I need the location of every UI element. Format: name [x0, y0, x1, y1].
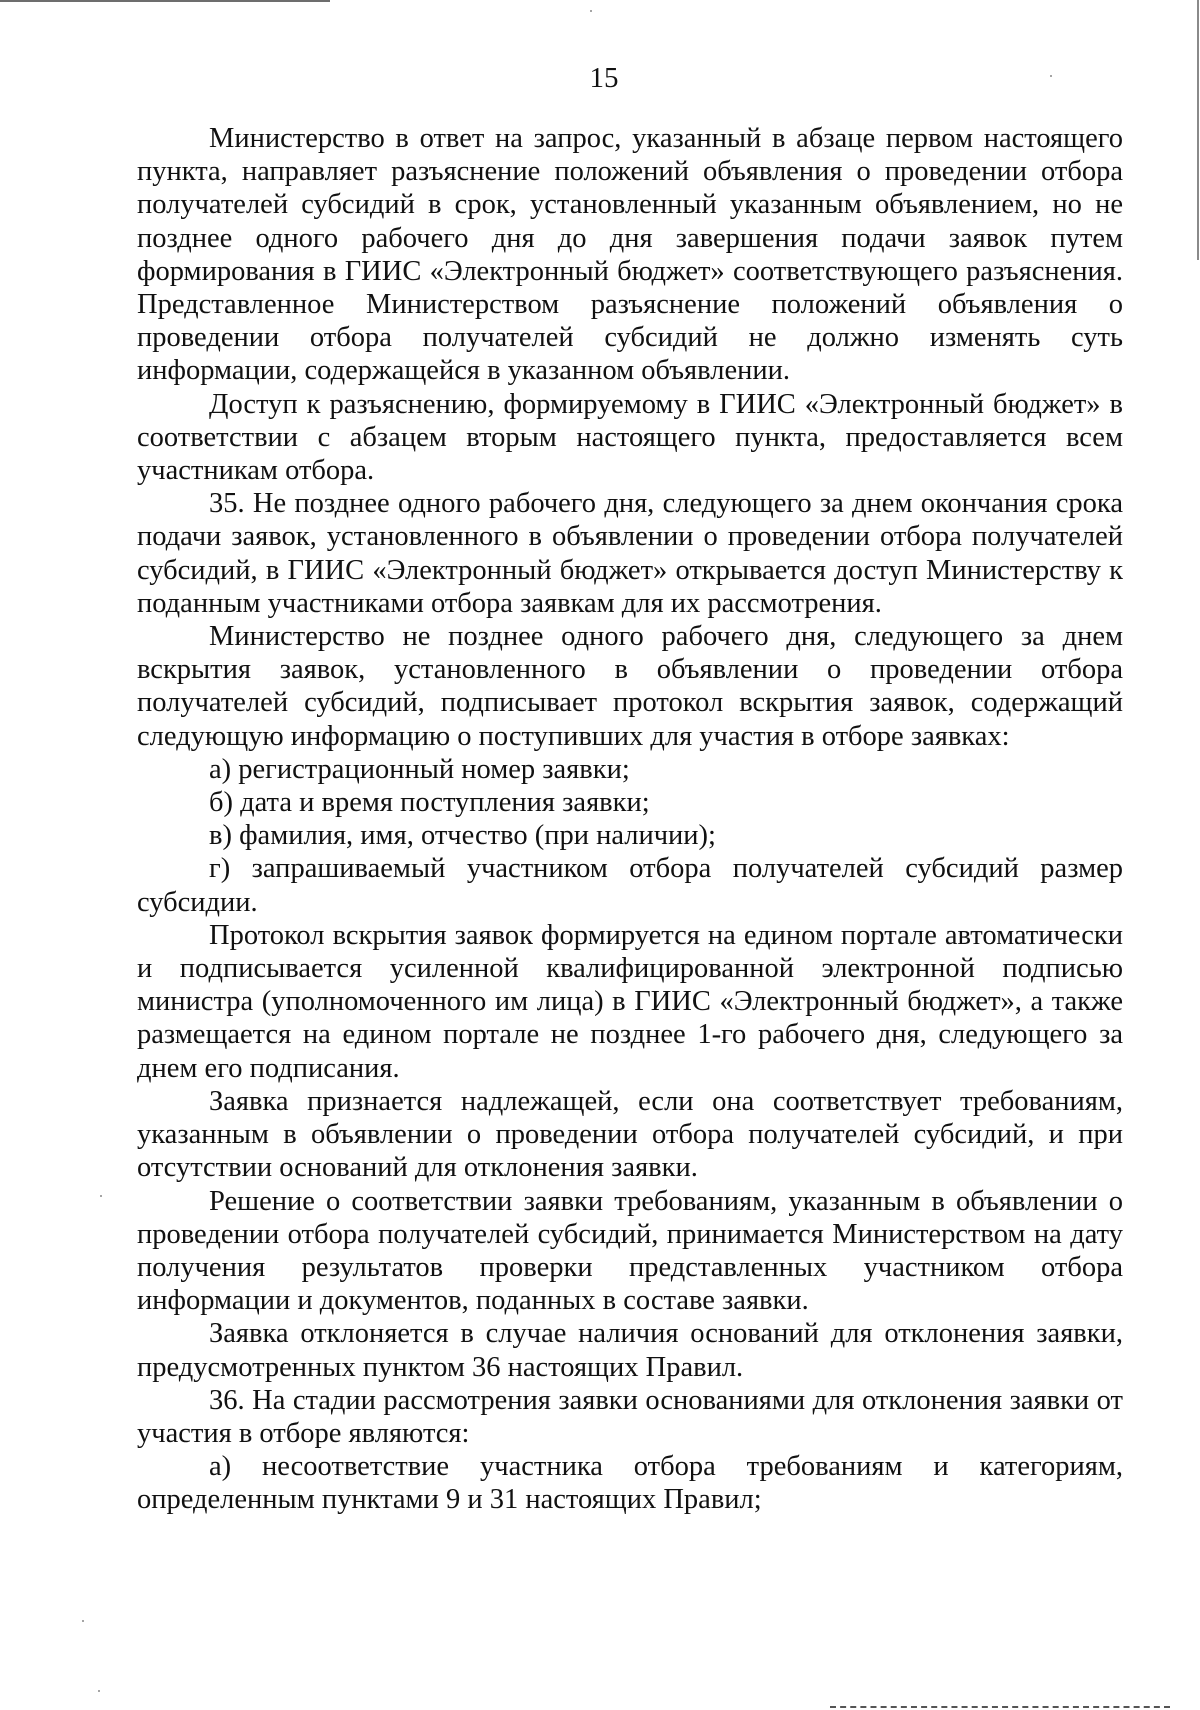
paragraph: 36. На стадии рассмотрения заявки основаниями для отклонения заявки от участия в отборе являются: — [137, 1384, 1123, 1449]
paragraph: Заявка признается надлежащей, если она соответствует требованиям, указанным в объявлении о проведении отбора получателей субсидий, и при отсутствии оснований для отклонения заявки. — [137, 1085, 1123, 1184]
scan-speck — [100, 1195, 102, 1197]
list-item: в) фамилия, имя, отчество (при наличии); — [209, 820, 716, 852]
scan-edge-top — [0, 0, 330, 2]
list-item: б) дата и время поступления заявки; — [209, 787, 650, 819]
paragraph: Протокол вскрытия заявок формируется на едином портале автоматически и подписывается усиленной квалифицированной электронной подписью министра (уполномоченного им лица) в ГИИС «Электронный бюджет», а также размещается на едином портале не позднее 1-го рабочего дня, следующего за днем его подписания. — [137, 919, 1123, 1084]
scan-speck — [98, 1690, 100, 1692]
list-item: г) запрашиваемый участником отбора получателей субсидий размер субсидии. — [137, 853, 1123, 918]
scan-speck — [82, 1620, 84, 1622]
list-item: а) регистрационный номер заявки; — [209, 753, 630, 785]
paragraph: Заявка отклоняется в случае наличия оснований для отклонения заявки, предусмотренных пунктом 36 настоящих Правил. — [137, 1318, 1123, 1383]
paragraph: 35. Не позднее одного рабочего дня, следующего за днем окончания срока подачи заявок, установленного в объявлении о проведении отбора получателей субсидий, в ГИИС «Электронный бюджет» открывается доступ Министерству к поданным участниками отбора заявкам для их рассмотрения. — [137, 488, 1123, 619]
paragraph: Министерство не позднее одного рабочего дня, следующего за днем вскрытия заявок, установленного в объявлении о проведении отбора получателей субсидий, подписывает протокол вскрытия заявок, содержащий следующую информацию о поступивших для участия в отборе заявках: — [137, 621, 1123, 752]
paragraph: Доступ к разъяснению, формируемому в ГИИС «Электронный бюджет» в соответствии с абзацем вторым настоящего пункта, предоставляется всем участникам отбора. — [137, 388, 1123, 487]
paragraph: Министерство в ответ на запрос, указанный в абзаце первом настоящего пункта, направляет разъяснение положений объявления о проведении отбора получателей субсидий в срок, установленный указанным объявлением, но не позднее одного рабочего дня до дня завершения подачи заявок путем формирования в ГИИС «Электронный бюджет» соответствующего разъяснения. Представленное Министерством разъяснение положений объявления о проведении отбора получателей субсидий не должно изменять суть информации, содержащейся в указанном объявлении. — [137, 123, 1123, 387]
scan-edge-right — [1197, 0, 1199, 260]
scan-edge-bottom — [830, 1706, 1170, 1710]
list-item: а) несоответствие участника отбора требованиям и категориям, определенным пунктами 9 и 31 настоящих Правил; — [137, 1451, 1123, 1516]
paragraph: Решение о соответствии заявки требованиям, указанным в объявлении о проведении отбора получателей субсидий, принимается Министерством на дату получения результатов проверки представленных участником отбора информации и документов, поданных в составе заявки. — [137, 1185, 1123, 1317]
scan-speck — [590, 10, 592, 12]
document-body — [137, 122, 1123, 1517]
page-number: 15 — [589, 62, 619, 94]
